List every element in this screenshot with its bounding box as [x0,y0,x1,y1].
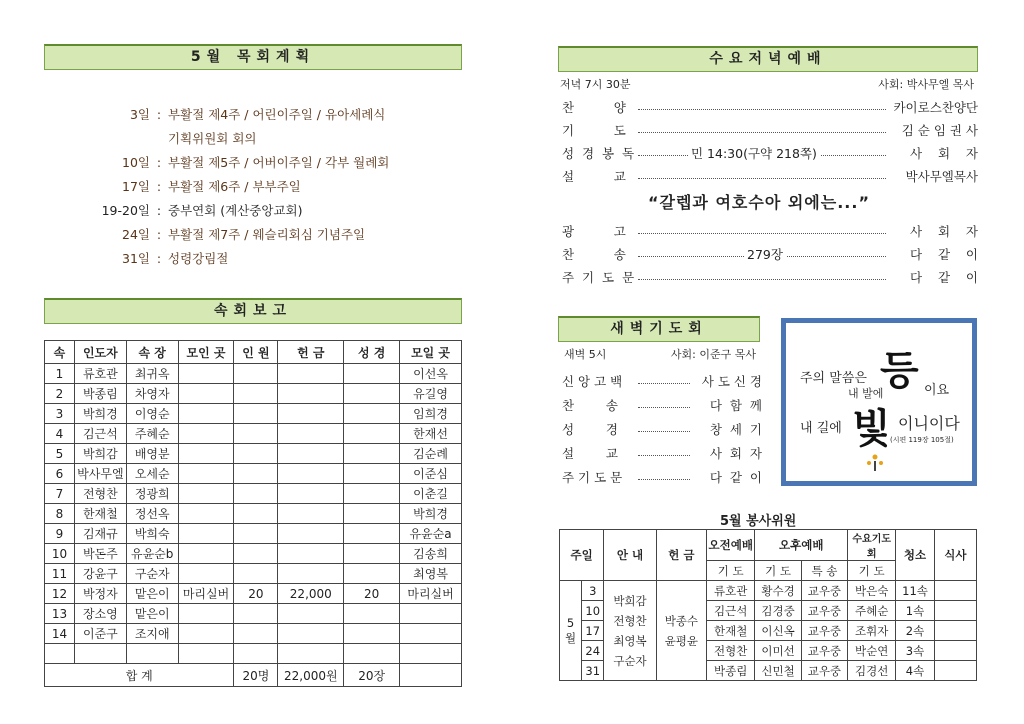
table-cell [178,604,234,624]
item-value: 카이로스찬양단 [893,100,978,115]
table-cell: 10 [45,544,75,564]
table-cell: 이선옥 [400,364,462,384]
table-cell: 2속 [896,621,934,641]
table-cell [45,644,75,664]
table-cell: 마리실버 [400,584,462,604]
dawn-item [558,420,764,440]
table-cell [344,564,400,584]
item-value: 다 같 이 [909,270,978,285]
table-cell [234,544,278,564]
table-cell: 최귀옥 [126,364,178,384]
table-cell: 김송희 [400,544,462,564]
table-cell: 주혜순 [126,424,178,444]
item-label: 성 경 봉 독 [562,146,635,161]
table-cell [234,384,278,404]
table-row [45,604,462,624]
table-cell [344,404,400,424]
table-cell: 김근석 [74,424,126,444]
item-value: 사 회 자 [909,146,978,161]
plan-item: 3일 : 부활절 제4주 / 어린이주일 / 유아세례식 [60,105,385,123]
table-cell [278,484,344,504]
week-cell: 3 [582,581,604,601]
col-header: 모인 곳 [178,341,234,364]
table-cell: 김근석 [707,601,755,621]
dawn-prayer-order [558,346,764,486]
plan-item: 10일 : 부활절 제5주 / 어버이주일 / 각부 월례회 [60,153,389,171]
table-cell [74,644,126,664]
table-row [45,464,462,484]
table-cell: 이신옥 [755,621,801,641]
table-cell: 유윤순a [400,524,462,544]
verse-line2a: 내 길에 [800,421,842,436]
table-cell: 14 [45,624,75,644]
item-label: 찬 송 [562,398,618,413]
table-cell [234,424,278,444]
item-value: 김 순 임 권 사 [901,123,978,138]
item-middle: 민 14:30(구약 218쪽) [688,144,820,162]
wed-time: 저녁 7시 30분 [560,78,631,91]
table-cell [278,504,344,524]
table-cell: 배영분 [126,444,178,464]
col-header: 성 경 [344,341,400,364]
table-cell [178,524,234,544]
table-cell: 류호관 [74,364,126,384]
wed-service-header: 수요저녁예배 [558,46,978,72]
verse-line1: 주의 말씀은 [800,371,867,386]
table-cell [344,464,400,484]
table-cell [278,524,344,544]
month-cell: 5 월 [560,581,582,681]
table-cell: 5 [45,444,75,464]
week-cell: 24 [582,641,604,661]
volunteers-table [559,529,977,681]
table-cell: 신민철 [755,661,801,681]
table-cell [934,601,976,621]
col-header: 식사 [934,530,976,581]
table-row [45,624,462,644]
dawn-time: 새벽 5시 [564,348,607,361]
wed-host: 사회: 박사무엘 목사 [878,78,974,91]
table-cell: 정선옥 [126,504,178,524]
table-cell: 유윤순b [126,544,178,564]
col-header: 인도자 [74,341,126,364]
table-cell [934,621,976,641]
table-header-row [45,341,462,364]
item-label: 설 교 [562,446,618,461]
item-value: 사 회 자 [909,224,978,239]
table-cell: 한재철 [707,621,755,641]
plan-item: 24일 : 부활절 제7주 / 웨슬리회심 기념주일 [60,225,365,243]
table-cell [278,424,344,444]
table-cell: 8 [45,504,75,524]
item-value: 창 세 기 [709,422,762,437]
table-cell: 류호관 [707,581,755,601]
table-cell [178,624,234,644]
table-cell: 박희감 [74,444,126,464]
table-cell: 차영자 [126,384,178,404]
guide-cell: 박희감 전형찬 최영복 구순자 [604,581,656,681]
plan-text: 부활절 제6주 / 부부주일 [168,179,301,194]
col-header: 기 도 [848,561,896,581]
table-cell [278,624,344,644]
table-cell: 마리실버 [178,584,234,604]
table-cell: 이준심 [400,464,462,484]
table-cell [344,624,400,644]
table-cell [178,364,234,384]
table-cell [400,644,462,664]
table-cell: 김경중 [755,601,801,621]
total-label: 합 계 [45,664,234,687]
item-value: 사 도 신 경 [701,374,762,389]
verse-reference: (시편 119장 105절) [890,436,954,444]
table-cell [178,404,234,424]
col-header: 속 [45,341,75,364]
volunteers-title: 5월 봉사위원 [720,514,797,529]
dawn-host: 사회: 이준구 목사 [670,348,756,361]
table-cell [278,544,344,564]
col-header: 수요기도회 [848,530,896,561]
table-cell [344,444,400,464]
item-label: 설 교 [562,169,626,184]
col-header: 헌 금 [656,530,706,581]
table-header-row [560,530,977,561]
table-cell: 교우중 [801,621,847,641]
table-cell: 박돈주 [74,544,126,564]
col-header: 모일 곳 [400,341,462,364]
col-header: 속 장 [126,341,178,364]
table-cell: 1 [45,364,75,384]
item-label: 주 기 도 문 [562,270,635,285]
table-cell [178,544,234,564]
plan-item: 19-20일 : 중부연회 (계산중앙교회) [60,201,302,219]
plan-date: 3일 [129,107,150,122]
table-cell: 유길영 [400,384,462,404]
table-cell: 교우중 [801,601,847,621]
table-cell: 이미선 [755,641,801,661]
table-cell: 6 [45,464,75,484]
table-cell [344,644,400,664]
col-header: 헌 금 [278,341,344,364]
table-cell [178,444,234,464]
table-cell [934,661,976,681]
plan-text: 성령강림절 [168,251,229,266]
plan-text: 부활절 제5주 / 어버이주일 / 각부 월례회 [168,155,390,170]
table-cell [278,564,344,584]
table-row [45,444,462,464]
table-cell [278,464,344,484]
table-cell [934,641,976,661]
table-cell [234,504,278,524]
item-label: 찬 송 [562,247,626,262]
plan-date: 24일 [122,227,150,242]
table-row [45,584,462,604]
plan-item [60,129,257,147]
item-value: 다 같 이 [709,470,762,485]
col-header: 특 송 [801,561,847,581]
table-cell [234,464,278,484]
table-cell [278,384,344,404]
sparkle-icon [860,453,890,473]
table-cell: 7 [45,484,75,504]
table-row [45,424,462,444]
table-cell: 오세순 [126,464,178,484]
table-cell: 이준구 [74,624,126,644]
verse-big-lamp: 등 [880,348,919,394]
col-header: 기 도 [755,561,801,581]
table-cell: 정광희 [126,484,178,504]
table-cell [344,604,400,624]
table-cell: 교우중 [801,641,847,661]
plan-item: 17일 : 부활절 제6주 / 부부주일 [60,177,301,195]
table-cell: 조지애 [126,624,178,644]
table-cell: 조휘자 [848,621,896,641]
dawn-item [558,372,764,392]
col-header: 기 도 [707,561,755,581]
table-cell: 한재철 [74,504,126,524]
item-middle: 279장 [744,245,786,263]
table-cell [344,424,400,444]
dawn-item [558,468,764,488]
table-cell [234,484,278,504]
table-cell [234,604,278,624]
table-cell [234,644,278,664]
table-cell [178,464,234,484]
plan-date: 17일 [122,179,150,194]
col-header: 오전예배 [707,530,755,561]
wed-time-row [558,76,978,96]
service-item [558,144,978,164]
table-cell: 최영복 [400,564,462,584]
verse-card [781,318,977,486]
table-cell: 박순연 [848,641,896,661]
table-cell: 11속 [896,581,934,601]
table-cell: 4 [45,424,75,444]
table-cell: 박종림 [707,661,755,681]
item-label: 기 도 [562,123,626,138]
table-cell: 이영순 [126,404,178,424]
col-header: 안 내 [604,530,656,581]
table-cell [178,424,234,444]
table-cell [344,484,400,504]
table-cell [278,404,344,424]
table-cell [178,504,234,524]
table-row [45,484,462,504]
table-cell: 박희숙 [126,524,178,544]
table-cell: 임희경 [400,404,462,424]
item-label: 신 앙 고 백 [562,374,623,389]
dawn-item [558,396,764,416]
table-cell: 맡은이 [126,604,178,624]
table-cell: 이춘길 [400,484,462,504]
total-empty [400,664,462,687]
table-cell: 박정자 [74,584,126,604]
table-row [45,544,462,564]
plan-text: 기획위원회 회의 [168,131,257,146]
col-header: 인 원 [234,341,278,364]
table-cell [234,404,278,424]
table-cell [178,564,234,584]
table-row [45,384,462,404]
table-cell: 전형찬 [707,641,755,661]
table-cell: 22,000 [278,584,344,604]
table-row [45,504,462,524]
table-cell: 김순례 [400,444,462,464]
total-row [45,664,462,687]
table-cell: 박사무엘 [74,464,126,484]
table-cell: 13 [45,604,75,624]
table-cell [344,384,400,404]
verse-small1: 내 발에 [848,387,884,400]
plan-text: 부활절 제7주 / 웨슬리회심 기념주일 [168,227,366,242]
table-cell [178,384,234,404]
table-cell [344,364,400,384]
item-value: 다 함 께 [709,398,762,413]
table-row [45,524,462,544]
table-cell: 11 [45,564,75,584]
table-cell [234,364,278,384]
table-cell: 장소영 [74,604,126,624]
table-row [45,644,462,664]
table-cell: 9 [45,524,75,544]
item-label: 주 기 도 문 [562,470,623,485]
plan-item: 31일 : 성령강림절 [60,249,228,267]
table-cell: 교우중 [801,661,847,681]
table-cell [234,524,278,544]
table-cell: 20 [234,584,278,604]
table-cell [400,624,462,644]
week-cell: 17 [582,621,604,641]
sermon-title: “갈렙과 여호수아 외에는...” [648,193,870,212]
service-item [558,98,978,118]
table-cell [278,444,344,464]
table-cell [178,644,234,664]
item-value: 다 같 이 [909,247,978,262]
table-cell: 황수경 [755,581,801,601]
dawn-time-row [558,346,764,366]
table-cell: 강윤구 [74,564,126,584]
table-cell [400,604,462,624]
item-label: 성 경 [562,422,618,437]
plan-text: 중부연회 (계산중앙교회) [168,203,303,218]
table-cell: 20 [344,584,400,604]
dawn-item [558,444,764,464]
table-row [45,564,462,584]
table-cell [278,644,344,664]
table-cell: 12 [45,584,75,604]
table-cell [278,604,344,624]
week-cell: 10 [582,601,604,621]
item-value: 박사무엘목사 [905,169,978,184]
col-header: 오후예배 [755,530,848,561]
item-label: 광 고 [562,224,626,239]
table-cell: 주혜순 [848,601,896,621]
table-cell [234,624,278,644]
table-cell: 교우중 [801,581,847,601]
table-cell: 박희경 [400,504,462,524]
table-row [45,404,462,424]
plan-date: 19-20일 [101,203,150,218]
table-cell [234,564,278,584]
plan-date: 10일 [122,155,150,170]
table-cell: 1속 [896,601,934,621]
table-cell: 2 [45,384,75,404]
table-cell [344,504,400,524]
table-cell: 4속 [896,661,934,681]
plan-text: 부활절 제4주 / 어린이주일 / 유아세례식 [168,107,386,122]
table-cell [234,444,278,464]
table-cell [278,364,344,384]
cell-report-table [44,340,462,687]
total-bible: 20장 [344,664,400,687]
col-header: 청소 [896,530,934,581]
verse-big-light: 빛 [852,406,891,452]
table-cell [344,524,400,544]
item-label: 찬 양 [562,100,626,115]
service-item [558,222,978,242]
plan-header: 5월 목회계획 [44,44,462,70]
table-cell: 3속 [896,641,934,661]
table-row [45,364,462,384]
table-cell: 김경선 [848,661,896,681]
table-cell [344,544,400,564]
total-people: 20명 [234,664,278,687]
table-cell: 박희경 [74,404,126,424]
service-item [558,121,978,141]
plan-date: 31일 [122,251,150,266]
table-cell [934,581,976,601]
table-row [560,581,977,601]
table-cell: 전형찬 [74,484,126,504]
col-header: 주일 [560,530,604,581]
table-cell [178,484,234,504]
table-cell: 구순자 [126,564,178,584]
week-cell: 31 [582,661,604,681]
offering-cell: 박종수 윤평윤 [656,581,706,681]
total-offering: 22,000원 [278,664,344,687]
table-cell: 한재선 [400,424,462,444]
verse-line2b: 이니이다 [898,414,960,433]
table-cell [126,644,178,664]
table-cell: 맡은이 [126,584,178,604]
verse-small2: 이요 [924,383,950,398]
service-item [558,268,978,288]
table-cell: 박종림 [74,384,126,404]
dawn-prayer-header: 새벽기도회 [558,316,760,342]
cell-report-header: 속회보고 [44,298,462,324]
item-value: 사 회 자 [709,446,762,461]
table-cell: 박은숙 [848,581,896,601]
service-item [558,167,978,187]
table-cell: 김재규 [74,524,126,544]
table-cell: 3 [45,404,75,424]
wed-service-order [558,76,978,286]
service-item [558,245,978,265]
